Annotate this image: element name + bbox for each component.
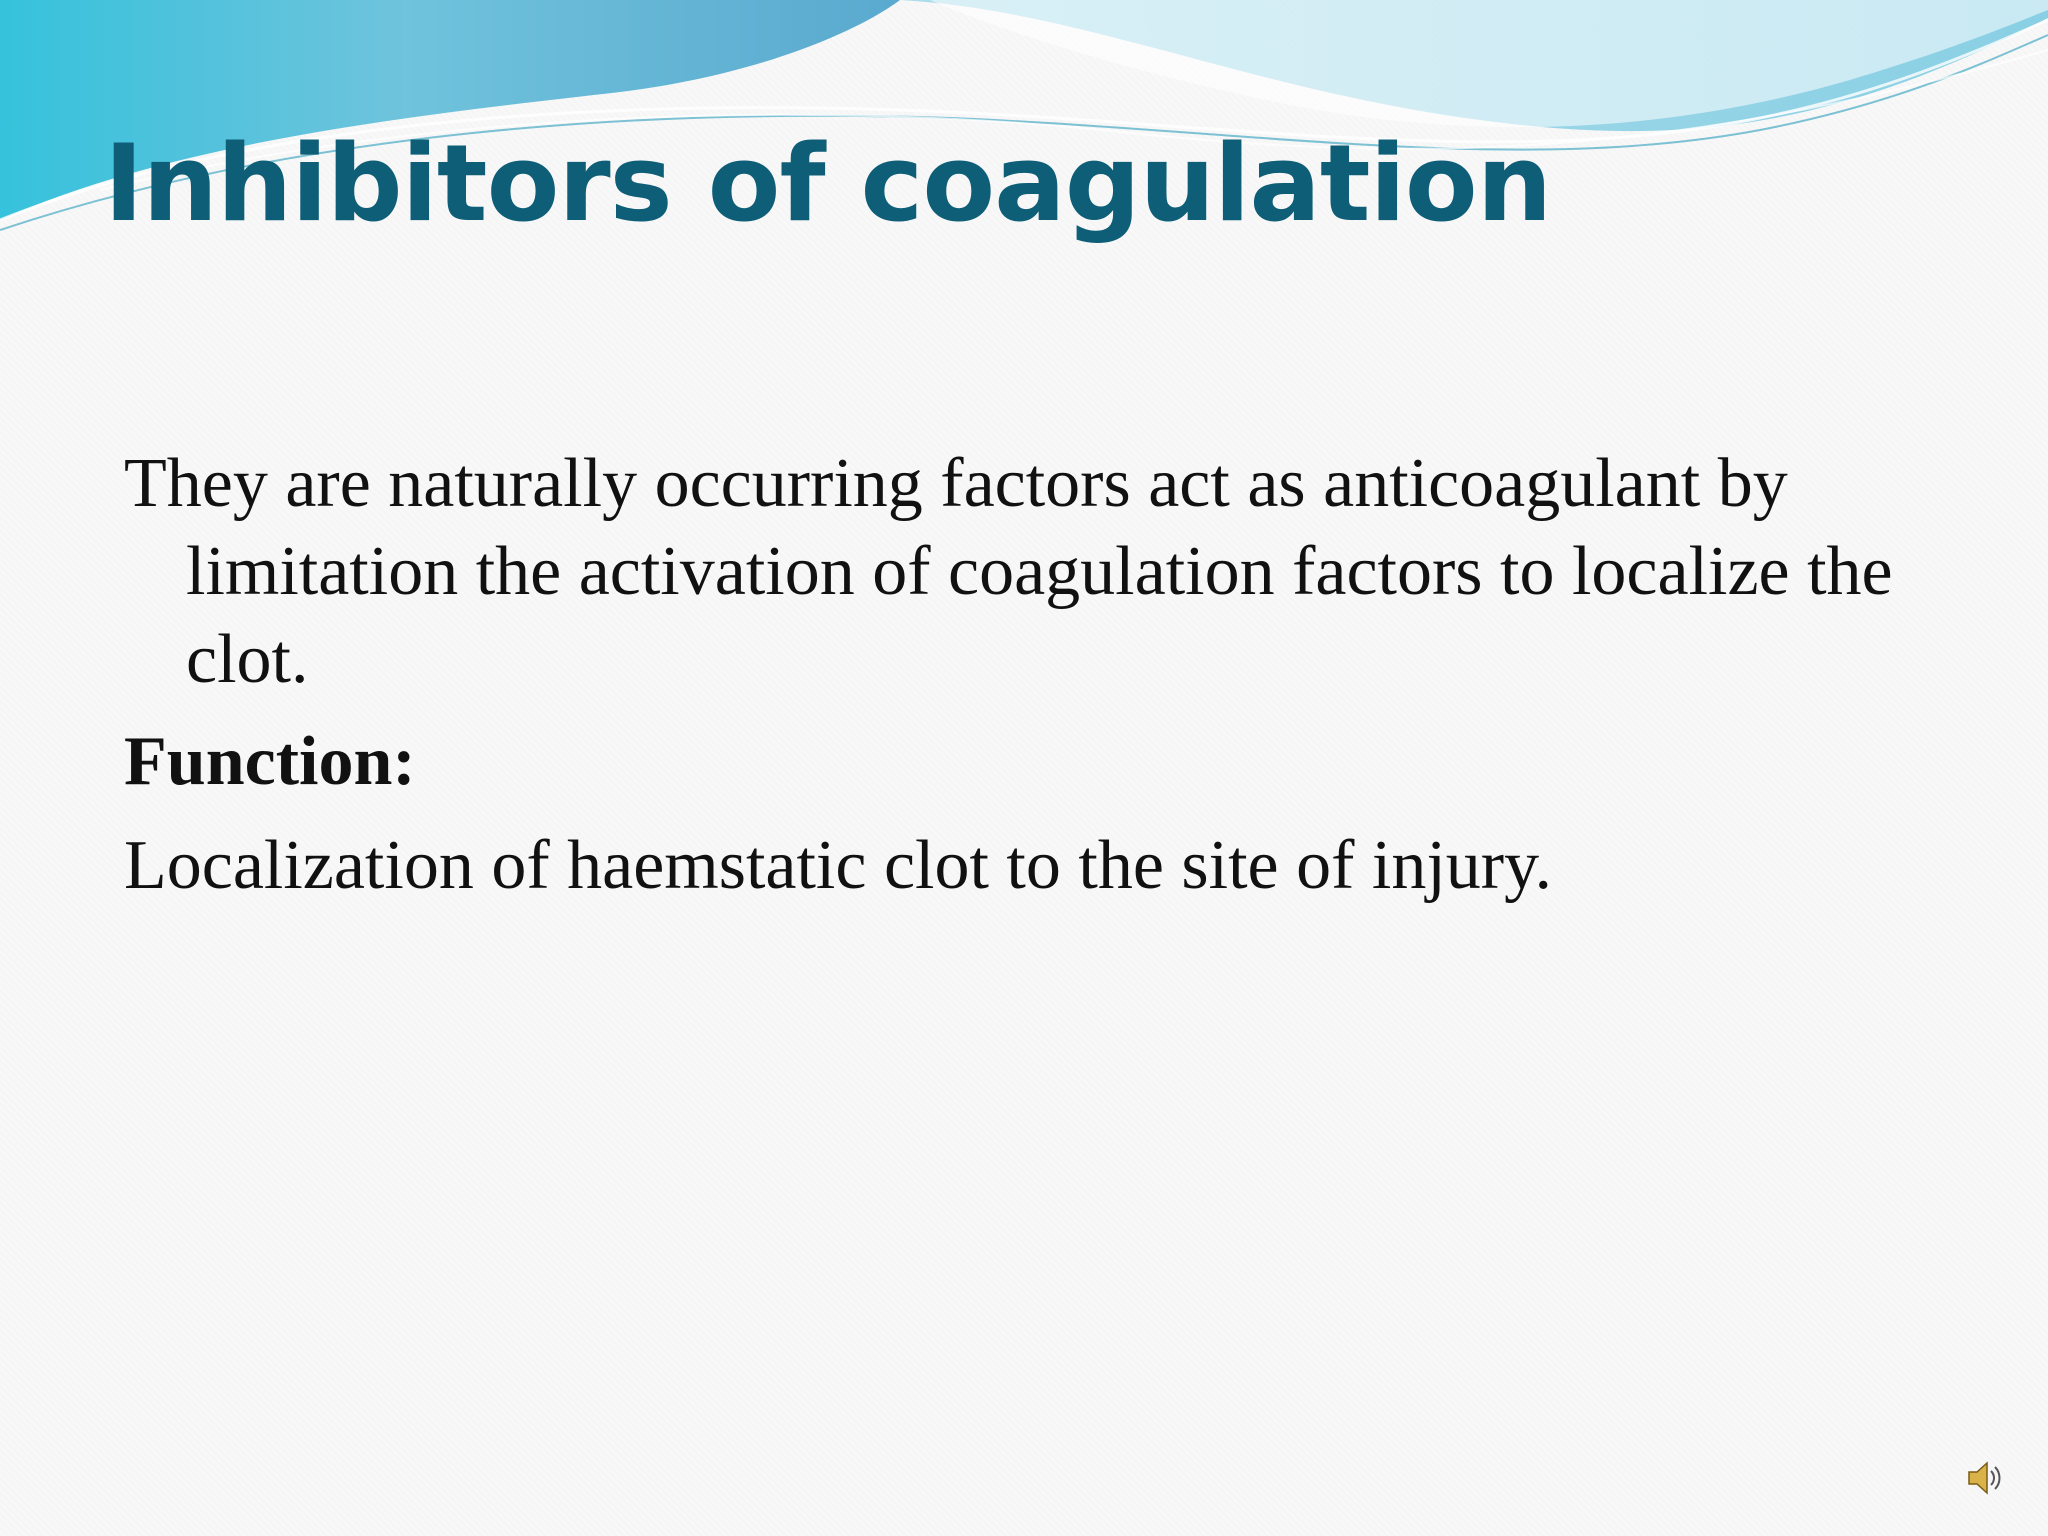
function-heading: Function:: [124, 723, 416, 800]
slide-body: [124, 440, 1964, 910]
slide-title: Inhibitors of coagulation: [104, 122, 1552, 245]
function-text: Localization of haemstatic clot to the site of injury.: [124, 827, 1553, 904]
speaker-icon[interactable]: [1965, 1458, 2005, 1498]
intro-paragraph: They are naturally occurring factors act as anticoagulant by limitation the activation of coagulation factors to localize the clot.: [124, 445, 1893, 698]
